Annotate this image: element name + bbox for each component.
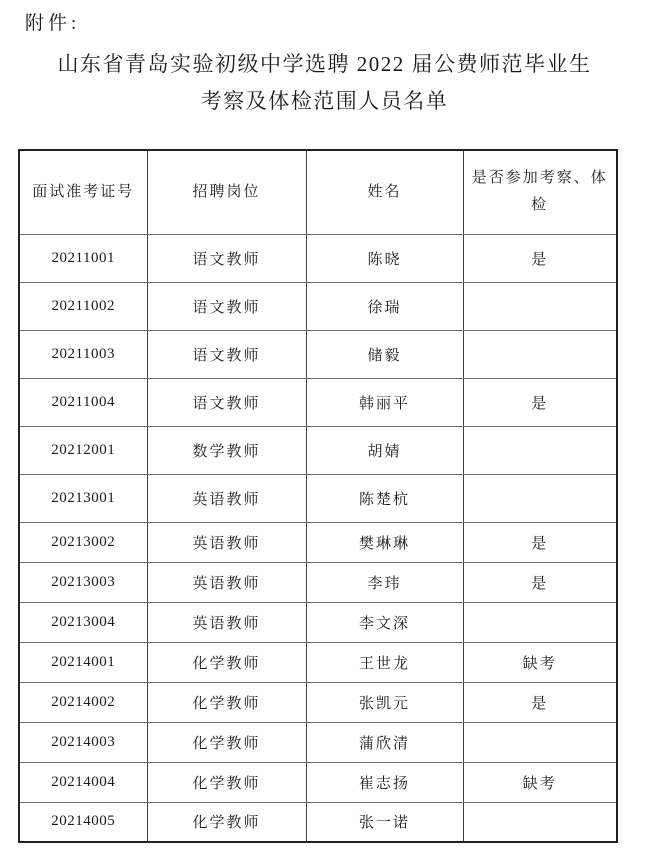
cell-position: 语文教师: [147, 378, 306, 426]
cell-name: 胡婧: [306, 426, 463, 474]
cell-exam-id: 20212001: [19, 426, 147, 474]
cell-position: 英语教师: [147, 522, 306, 562]
title-line-1: 山东省青岛实验初级中学选聘 2022 届公费师范毕业生: [57, 52, 592, 76]
table-row: [19, 282, 617, 330]
table-row: [19, 682, 617, 722]
cell-status: 是: [463, 378, 617, 426]
cell-exam-id: 20213004: [19, 602, 147, 642]
table-row: [19, 426, 617, 474]
cell-position: 化学教师: [147, 722, 306, 762]
cell-position: 英语教师: [147, 474, 306, 522]
cell-status: [463, 802, 617, 842]
cell-status: 是: [463, 562, 617, 602]
cell-position: 英语教师: [147, 562, 306, 602]
cell-position: 英语教师: [147, 602, 306, 642]
cell-name: 樊琳琳: [306, 522, 463, 562]
cell-status: [463, 426, 617, 474]
cell-exam-id: 20211002: [19, 282, 147, 330]
column-header-exam-id: 面试准考证号: [19, 150, 147, 234]
cell-status: [463, 474, 617, 522]
table-row: [19, 642, 617, 682]
cell-status: 缺考: [463, 642, 617, 682]
table-row: [19, 762, 617, 802]
cell-exam-id: 20213001: [19, 474, 147, 522]
cell-exam-id: 20214001: [19, 642, 147, 682]
cell-name: 储毅: [306, 330, 463, 378]
column-header-status: 是否参加考察、体检: [463, 150, 617, 234]
cell-position: 化学教师: [147, 642, 306, 682]
cell-name: 李玮: [306, 562, 463, 602]
cell-position: 语文教师: [147, 330, 306, 378]
cell-status: [463, 330, 617, 378]
cell-name: 张凯元: [306, 682, 463, 722]
cell-status: [463, 282, 617, 330]
cell-position: 化学教师: [147, 682, 306, 722]
title-line-2: 考察及体检范围人员名单: [200, 89, 449, 113]
cell-exam-id: 20214002: [19, 682, 147, 722]
cell-position: 化学教师: [147, 802, 306, 842]
column-header-name: 姓名: [306, 150, 463, 234]
cell-status: 是: [463, 234, 617, 282]
document-title: [0, 46, 649, 120]
cell-exam-id: 20213003: [19, 562, 147, 602]
cell-name: 王世龙: [306, 642, 463, 682]
cell-name: 李文深: [306, 602, 463, 642]
cell-exam-id: 20214005: [19, 802, 147, 842]
cell-status: 是: [463, 682, 617, 722]
cell-exam-id: 20214003: [19, 722, 147, 762]
candidates-table: [18, 149, 618, 843]
table-row: [19, 474, 617, 522]
table-row: [19, 330, 617, 378]
table-body: [19, 234, 617, 842]
cell-name: 韩丽平: [306, 378, 463, 426]
cell-status: [463, 722, 617, 762]
table-row: [19, 522, 617, 562]
cell-status: [463, 602, 617, 642]
cell-position: 数学教师: [147, 426, 306, 474]
table-row: [19, 562, 617, 602]
column-header-position: 招聘岗位: [147, 150, 306, 234]
cell-exam-id: 20211001: [19, 234, 147, 282]
table-row: [19, 722, 617, 762]
cell-exam-id: 20211004: [19, 378, 147, 426]
cell-position: 语文教师: [147, 234, 306, 282]
table-header-row: [19, 150, 617, 234]
cell-exam-id: 20211003: [19, 330, 147, 378]
table-row: [19, 378, 617, 426]
cell-name: 张一诺: [306, 802, 463, 842]
table-row: [19, 602, 617, 642]
table-row: [19, 234, 617, 282]
cell-name: 蒲欣清: [306, 722, 463, 762]
cell-name: 陈楚杭: [306, 474, 463, 522]
cell-status: 是: [463, 522, 617, 562]
cell-exam-id: 20213002: [19, 522, 147, 562]
table-row: [19, 802, 617, 842]
cell-position: 化学教师: [147, 762, 306, 802]
cell-name: 陈晓: [306, 234, 463, 282]
attachment-label: 附件:: [25, 13, 81, 34]
cell-name: 徐瑞: [306, 282, 463, 330]
cell-exam-id: 20214004: [19, 762, 147, 802]
cell-name: 崔志扬: [306, 762, 463, 802]
cell-status: 缺考: [463, 762, 617, 802]
cell-position: 语文教师: [147, 282, 306, 330]
